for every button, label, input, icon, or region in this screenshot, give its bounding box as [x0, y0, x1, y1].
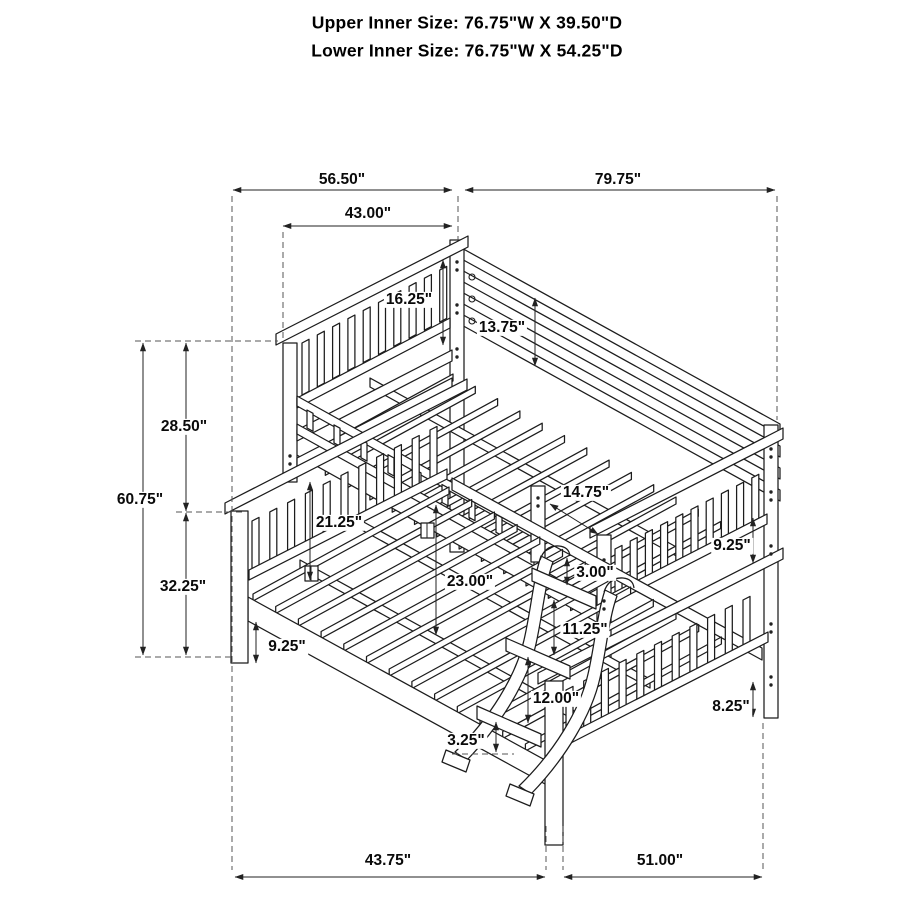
dim-bunk-gap-label: 23.00" [446, 572, 494, 590]
dim-rung-spacing-upper-label: 11.25" [562, 620, 608, 638]
dim-lower-foot-rail-height-label: 8.25" [712, 697, 750, 715]
dim-rung-spacing-lower-label: 12.00" [532, 689, 580, 707]
dim-upper-headboard-height-label: 16.25" [385, 290, 433, 308]
dim-upper-section-height-label: 28.50" [160, 417, 208, 435]
dim-rail-gap-right-label: 9.25" [713, 536, 751, 554]
dim-lower-rail-height-label: 9.25" [268, 637, 306, 655]
dim-bottom-depth-label: 43.75" [364, 851, 412, 869]
lower-inner-size-title: Lower Inner Size: 76.75"W X 54.25"D [311, 40, 623, 61]
upper-inner-size-title: Upper Inner Size: 76.75"W X 39.50"D [311, 12, 623, 33]
dim-bottom-length-label: 51.00" [636, 851, 684, 869]
dim-overall-height-label: 60.75" [116, 490, 164, 508]
dim-bottom-rung-height-label: 3.25" [447, 731, 485, 749]
dim-under-bunk-clearance-label: 21.25" [315, 513, 363, 531]
dim-rail-to-rung-label: 3.00" [576, 563, 614, 581]
dim-headboard-width-label: 43.00" [344, 204, 392, 222]
dim-upper-back-rail-height-label: 13.75" [478, 318, 526, 336]
dim-lower-section-height-label: 32.25" [159, 577, 207, 595]
dim-top-depth-label: 56.50" [318, 170, 366, 188]
dim-top-length-label: 79.75" [594, 170, 642, 188]
dim-ladder-opening-label: 14.75" [562, 483, 610, 501]
